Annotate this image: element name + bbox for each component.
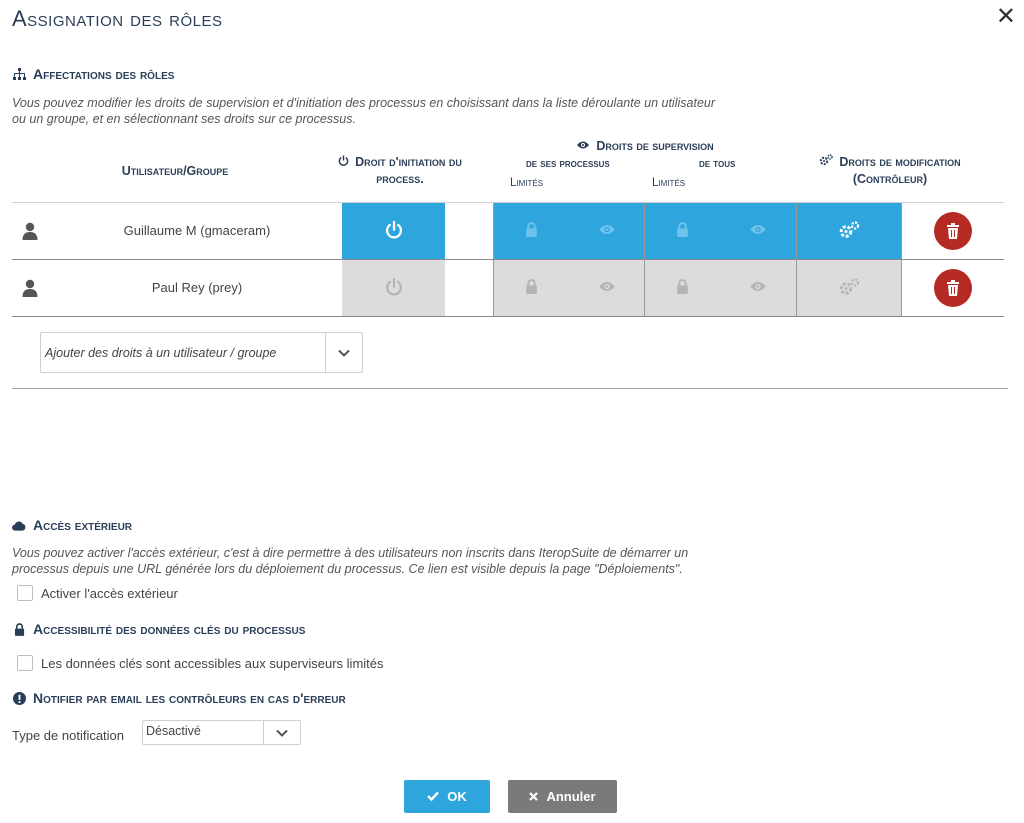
- chevron-down-icon[interactable]: [263, 721, 300, 744]
- section-divider: [12, 388, 1008, 389]
- modification-toggle[interactable]: [797, 260, 901, 316]
- supervision-own-cell: [494, 203, 644, 259]
- key-data-option: [17, 655, 384, 671]
- add-user-group-placeholder: Ajouter des droits à un utilisateur / groupe: [45, 345, 277, 360]
- col-limited-own: Limités: [510, 177, 544, 189]
- cogs-icon: [838, 278, 860, 299]
- cloud-icon: [12, 518, 26, 532]
- dialog-title: Assignation des rôles: [12, 6, 223, 31]
- times-icon: [529, 789, 538, 804]
- lock-icon: [676, 222, 689, 240]
- lock-icon: [525, 279, 538, 297]
- supervision-all-cell: [645, 260, 796, 316]
- col-limited-all: Limités: [652, 177, 686, 189]
- cancel-button[interactable]: Annuler: [508, 780, 617, 813]
- cogs-icon: [838, 221, 860, 242]
- table-row: [12, 260, 1004, 316]
- trash-icon: [934, 269, 972, 307]
- notification-type-label: Type de notification: [12, 728, 125, 743]
- supervision-all-limited-toggle[interactable]: [645, 260, 720, 316]
- column-divider: [901, 260, 902, 316]
- supervision-own-full-toggle[interactable]: [569, 203, 644, 259]
- close-icon[interactable]: ✕: [995, 3, 1016, 30]
- supervision-all-full-toggle[interactable]: [720, 203, 796, 259]
- delete-button[interactable]: [934, 269, 972, 307]
- external-access-label: Activer l'accès extérieur: [41, 585, 178, 601]
- chevron-down-icon[interactable]: [325, 333, 362, 372]
- key-data-label: Les données clés sont accessibles aux superviseurs limités: [41, 655, 384, 671]
- roles-description: Vous pouvez modifier les droits de supervision et d'initiation des processus en choisissant dans la liste déroulante un utilisateur ou un groupe, et en sélectionnant ses droits sur ce processus.: [12, 96, 716, 126]
- supervision-own-cell: [494, 260, 644, 316]
- col-own-processes: de ses processus: [526, 158, 610, 170]
- notify-heading: Notifier par email les contrôleurs en cas d'erreur: [12, 690, 346, 706]
- delete-button[interactable]: [934, 212, 972, 250]
- key-data-checkbox[interactable]: [17, 655, 33, 671]
- external-heading: Accès extérieur: [12, 517, 132, 533]
- cogs-icon: [819, 154, 833, 171]
- supervision-own-full-toggle[interactable]: [569, 260, 644, 316]
- sitemap-icon: [12, 67, 26, 81]
- col-all-processes: de tous: [699, 158, 736, 170]
- supervision-own-limited-toggle[interactable]: [494, 260, 569, 316]
- initiation-toggle[interactable]: [342, 203, 445, 259]
- roles-heading: Affectations des rôles: [12, 66, 174, 82]
- initiation-toggle[interactable]: [342, 260, 445, 316]
- eye-icon: [576, 139, 590, 153]
- user-name: Guillaume M (gmaceram): [123, 223, 271, 238]
- key-data-heading: Accessibilité des données clés du processus: [12, 621, 305, 637]
- col-supervision: Droits de supervision: [500, 139, 790, 153]
- column-divider: [901, 203, 902, 259]
- col-initiation: Droit d'initiation du process.: [320, 154, 480, 188]
- exclamation-circle-icon: [12, 691, 26, 705]
- col-user-group: Utilisateur/Groupe: [121, 164, 229, 178]
- trash-icon: [934, 212, 972, 250]
- supervision-all-full-toggle[interactable]: [720, 260, 796, 316]
- add-user-group-select[interactable]: [40, 332, 363, 373]
- lock-icon: [12, 622, 26, 636]
- external-access-checkbox[interactable]: [17, 585, 33, 601]
- power-icon: [385, 278, 403, 299]
- check-icon: [427, 789, 439, 804]
- user-icon: [20, 221, 40, 241]
- supervision-all-cell: [645, 203, 796, 259]
- eye-icon: [597, 280, 617, 296]
- eye-icon: [748, 223, 768, 239]
- col-modification: Droits de modification (Contrôleur): [800, 154, 980, 188]
- supervision-all-limited-toggle[interactable]: [645, 203, 720, 259]
- user-name: Paul Rey (prey): [151, 280, 243, 295]
- external-description: Vous pouvez activer l'accès extérieur, c'est à dire permettre à des utilisateurs non inscrits dans IteropSuite de démarrer un processus depuis une URL générée lors du déploiement du processus. Ce lien est visible depuis la page "Déploiements".: [12, 546, 689, 576]
- supervision-own-limited-toggle[interactable]: [494, 203, 569, 259]
- eye-icon: [597, 223, 617, 239]
- table-row: [12, 203, 1004, 259]
- eye-icon: [748, 280, 768, 296]
- external-access-option: [17, 585, 178, 601]
- lock-icon: [525, 222, 538, 240]
- lock-icon: [676, 279, 689, 297]
- user-icon: [20, 278, 40, 298]
- ok-button[interactable]: OK: [404, 780, 490, 813]
- modification-toggle[interactable]: [797, 203, 901, 259]
- notification-type-select[interactable]: [142, 720, 301, 745]
- power-icon: [385, 221, 403, 242]
- power-icon: [338, 154, 349, 171]
- row-divider: [12, 316, 1004, 317]
- notification-type-value: Désactivé: [146, 724, 201, 738]
